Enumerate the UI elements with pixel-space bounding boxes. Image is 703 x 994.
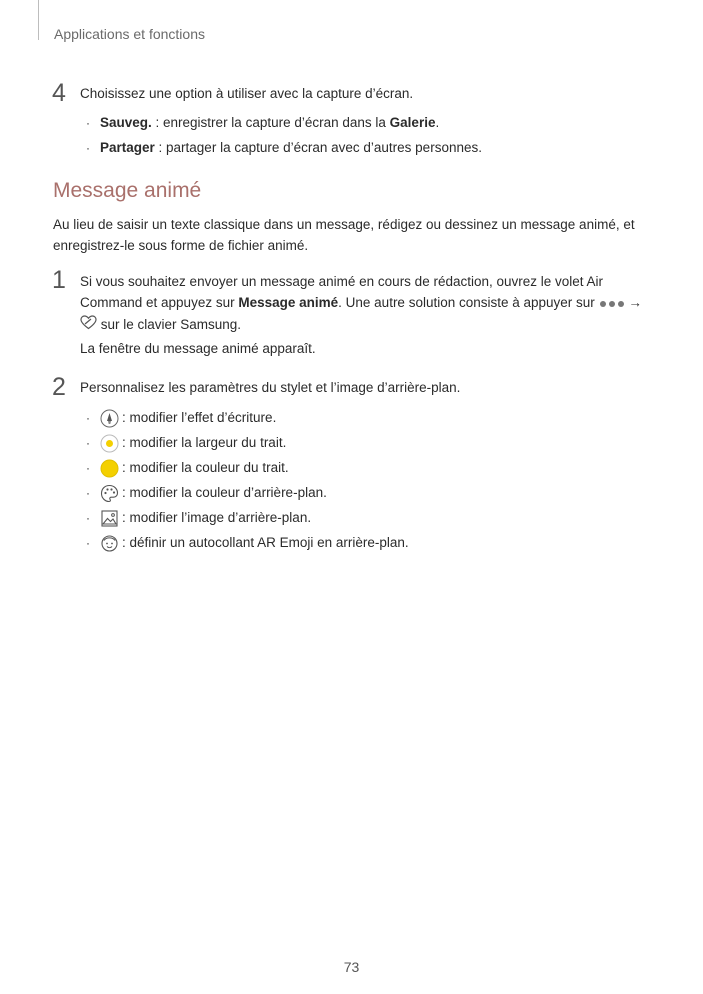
step1-line2-post: . Une autre solution consiste à appuyer sur xyxy=(338,295,599,310)
pen-effect-desc: : modifier l’effet d’écriture. xyxy=(122,410,277,425)
bullet-dot: · xyxy=(86,141,90,155)
section-intro xyxy=(53,214,653,256)
more-options-icon xyxy=(599,293,625,314)
bullet-dot: · xyxy=(86,486,90,500)
list-item-pen-size xyxy=(86,433,286,453)
list-item-share xyxy=(86,138,482,158)
bullet-dot: · xyxy=(86,411,90,425)
step-number-4: 4 xyxy=(52,79,66,107)
step1-line-3 xyxy=(80,314,660,336)
pen-size-icon xyxy=(100,434,119,453)
save-desc: : enregistrer la capture d’écran dans la xyxy=(151,115,390,130)
step4-text: Choisissez une option à utiliser avec la capture d’écran. xyxy=(80,86,414,101)
page-edge-line xyxy=(38,0,39,40)
heart-pen-icon xyxy=(80,315,97,336)
step2-text: Personnalisez les paramètres du stylet et l’image d’arrière-plan. xyxy=(80,380,461,395)
step1-line-2 xyxy=(80,292,660,314)
bg-color-desc: : modifier la couleur d’arrière-plan. xyxy=(122,485,327,500)
pen-color-icon xyxy=(100,459,119,478)
bg-image-desc: : modifier l’image d’arrière-plan. xyxy=(122,510,312,525)
list-item-pen-effect xyxy=(86,408,276,428)
step1-note: La fenêtre du message animé apparaît. xyxy=(80,341,316,356)
step1-line3-text: sur le clavier Samsung. xyxy=(97,316,242,332)
bullet-dot: · xyxy=(86,536,90,550)
image-icon xyxy=(100,509,119,528)
pen-color-desc: : modifier la couleur du trait. xyxy=(122,460,289,475)
step-number-2: 2 xyxy=(52,373,66,401)
bullet-dot: · xyxy=(86,436,90,450)
pen-effect-icon xyxy=(100,409,119,428)
save-desc-end: . xyxy=(435,115,440,130)
intro-line-2: enregistrez-le sous forme de fichier animé. xyxy=(53,238,309,253)
list-item-bg-color xyxy=(86,483,327,503)
ar-emoji-icon xyxy=(100,534,119,553)
list-item-bg-image xyxy=(86,508,311,528)
list-item-save xyxy=(86,113,439,133)
list-item-pen-color xyxy=(86,458,289,478)
pen-size-desc: : modifier la largeur du trait. xyxy=(122,435,287,450)
step1-line-1: Si vous souhaitez envoyer un message animé en cours de rédaction, ouvrez le volet Air xyxy=(80,274,604,289)
palette-icon xyxy=(100,484,119,503)
bullet-dot: · xyxy=(86,116,90,130)
step-number-1: 1 xyxy=(52,266,66,294)
list-item-ar-emoji xyxy=(86,533,409,553)
section-title: Message animé xyxy=(53,179,202,202)
bullet-dot: · xyxy=(86,511,90,525)
animated-message-label: Message animé xyxy=(238,295,339,310)
gallery-label: Galerie xyxy=(389,115,436,130)
step1-text xyxy=(80,271,660,336)
step1-line2-pre: Command et appuyez sur xyxy=(80,295,239,310)
page-number: 73 xyxy=(343,959,360,975)
intro-line-1: Au lieu de saisir un texte classique dans un message, rédigez ou dessinez un message animé, et xyxy=(53,217,635,232)
share-label: Partager xyxy=(100,140,155,155)
page-header: Applications et fonctions xyxy=(54,26,205,42)
bullet-dot: · xyxy=(86,461,90,475)
ar-emoji-desc: : définir un autocollant AR Emoji en arrière-plan. xyxy=(122,535,409,550)
save-label: Sauveg. xyxy=(100,115,152,130)
share-desc: : partager la capture d’écran avec d’autres personnes. xyxy=(154,140,482,155)
arrow-glyph: → xyxy=(628,295,642,310)
